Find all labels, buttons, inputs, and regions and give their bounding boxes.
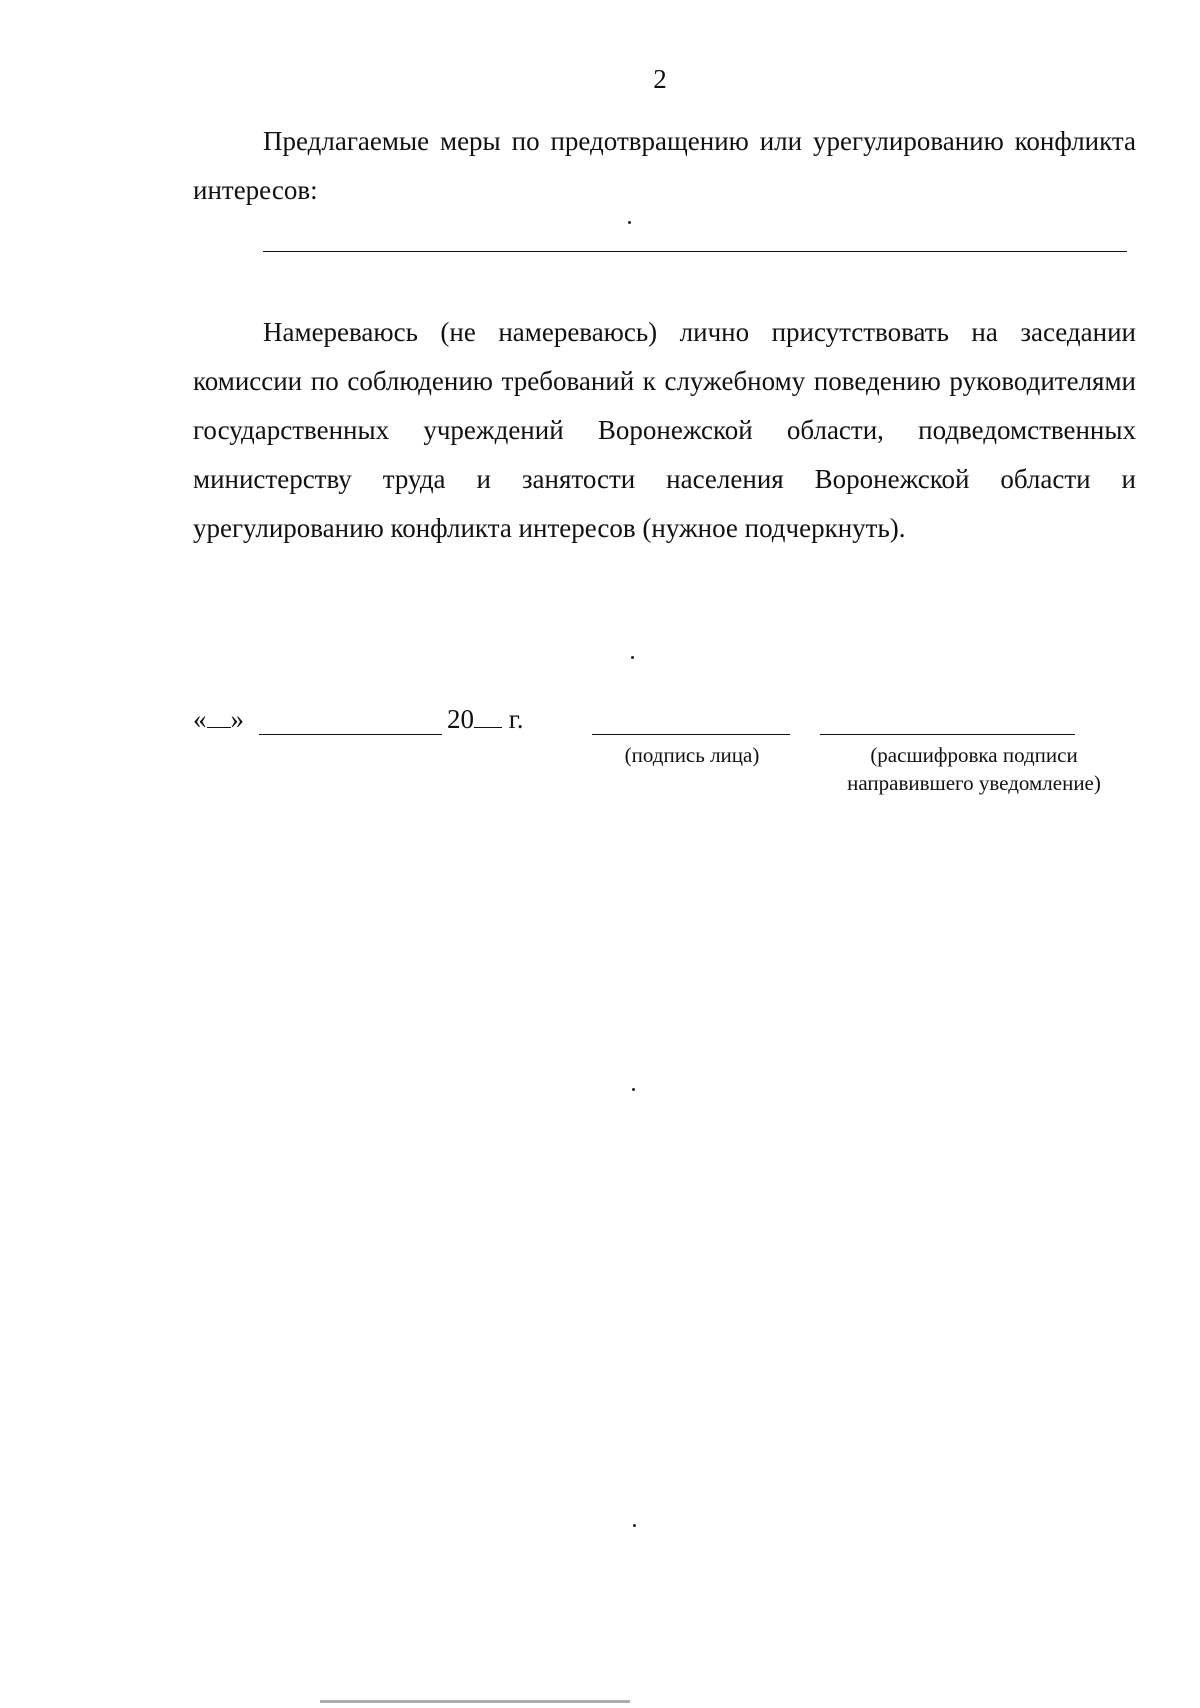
measures-fill-line bbox=[263, 251, 1127, 252]
page-number: 2 bbox=[653, 64, 667, 94]
year-suffix: г. bbox=[502, 704, 524, 734]
scan-dot bbox=[633, 1524, 636, 1527]
signature-fill-line bbox=[592, 734, 790, 735]
year-prefix: 20 bbox=[447, 704, 474, 734]
year-blank bbox=[474, 707, 502, 728]
measures-paragraph: Предлагаемые меры по предотвращению или урегулированию конфликта интересов: bbox=[193, 126, 1136, 205]
signature-caption: (подпись лица) bbox=[624, 743, 760, 767]
scan-smudge bbox=[320, 1700, 630, 1703]
quote-close: » bbox=[230, 704, 244, 734]
day-blank bbox=[207, 707, 231, 728]
signature-decode-caption: (расшифровка подписи направившего уведомление) bbox=[847, 743, 1101, 795]
scan-dot bbox=[632, 1088, 635, 1091]
date-day-field bbox=[193, 703, 244, 735]
intention-paragraph: Намереваюсь (не намереваюсь) лично присутствовать на заседании комиссии по соблюдению требований к служебному поведению руководителями государственных учреждений Воронежской области, подведомственных министерству труда и занятости населения Воронежской области и урегулированию конфликта интересов (нужное подчеркнуть). bbox=[193, 317, 1136, 543]
month-fill-line bbox=[259, 734, 442, 735]
date-year-field bbox=[447, 703, 524, 735]
scan-dot bbox=[631, 656, 634, 659]
scan-dot bbox=[628, 221, 631, 224]
quote-open: « bbox=[193, 704, 207, 734]
signature-decode-fill-line bbox=[820, 734, 1075, 735]
